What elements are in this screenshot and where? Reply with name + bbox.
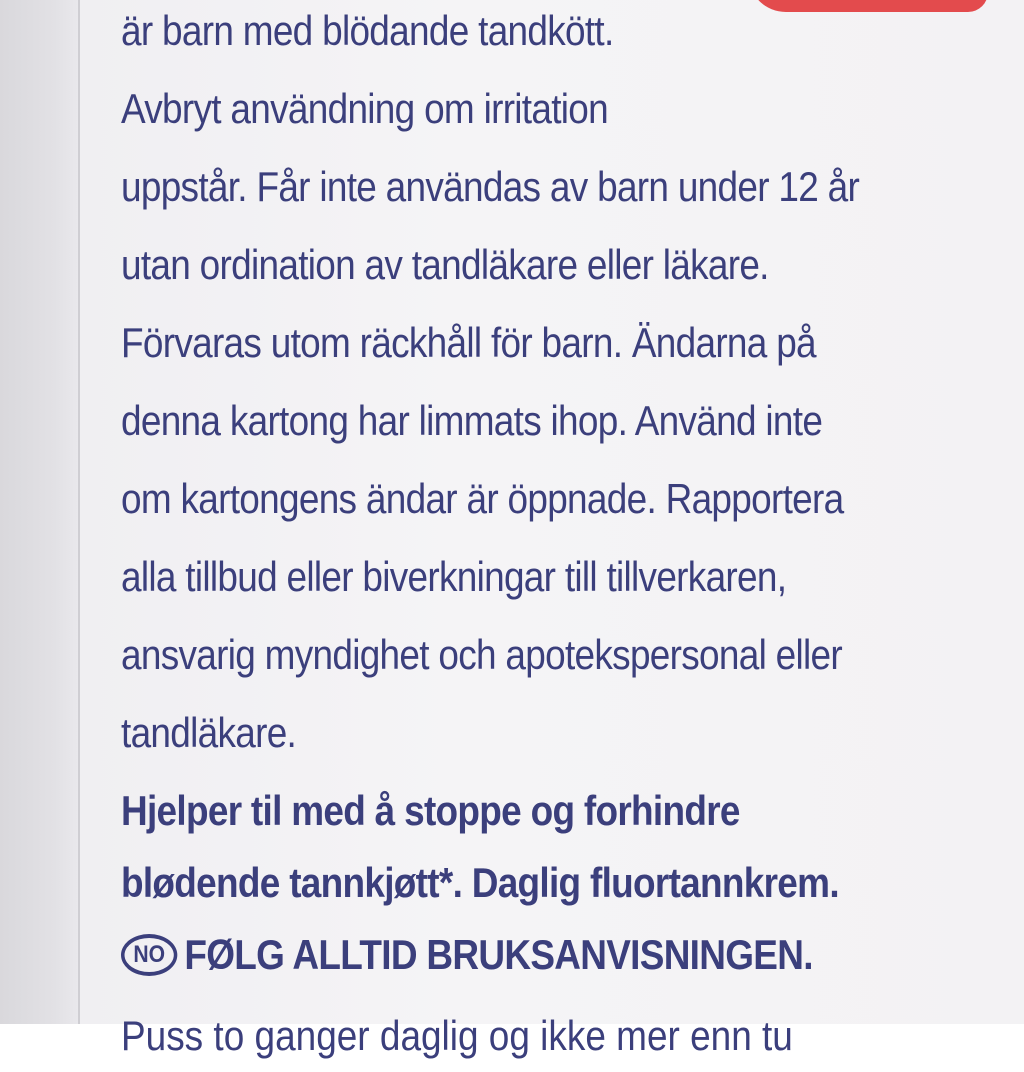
instruction-row bbox=[121, 919, 839, 991]
text-line: om kartongens ändar är öppnade. Rapportera bbox=[121, 475, 844, 522]
country-code-badge: NO bbox=[121, 934, 177, 976]
text-line: ansvarig myndighet och apotekspersonal eller bbox=[121, 631, 842, 678]
text-line: alla tillbud eller biverkningar till tillverkaren, bbox=[121, 553, 787, 600]
text-line: blødende tannkjøtt*. Daglig fluortannkrem. bbox=[121, 859, 839, 906]
text-line: är barn med blödande tandkött. bbox=[121, 7, 614, 54]
text-line: denna kartong har limmats ihop. Använd inte bbox=[121, 397, 823, 444]
text-line: Avbryt användning om irritation bbox=[121, 85, 608, 132]
text-line: uppstår. Får inte användas av barn under 12 år bbox=[121, 163, 860, 210]
carton-side-edge bbox=[0, 0, 78, 1024]
text-line: utan ordination av tandläkare eller läkare. bbox=[121, 241, 769, 288]
swedish-warning-text bbox=[121, 0, 859, 775]
text-line: Hjelper til med å stoppe og forhindre bbox=[121, 787, 740, 834]
instruction-text: FØLG ALLTID BRUKSANVISNINGEN. bbox=[184, 931, 813, 978]
cut-off-text-line: Puss to ganger daglig og ikke mer enn tu bbox=[121, 1012, 793, 1059]
text-line: Förvaras utom räckhåll för barn. Ändarna på bbox=[121, 319, 816, 366]
text-line: tandläkare. bbox=[121, 709, 297, 756]
norwegian-claim-text bbox=[121, 775, 839, 991]
